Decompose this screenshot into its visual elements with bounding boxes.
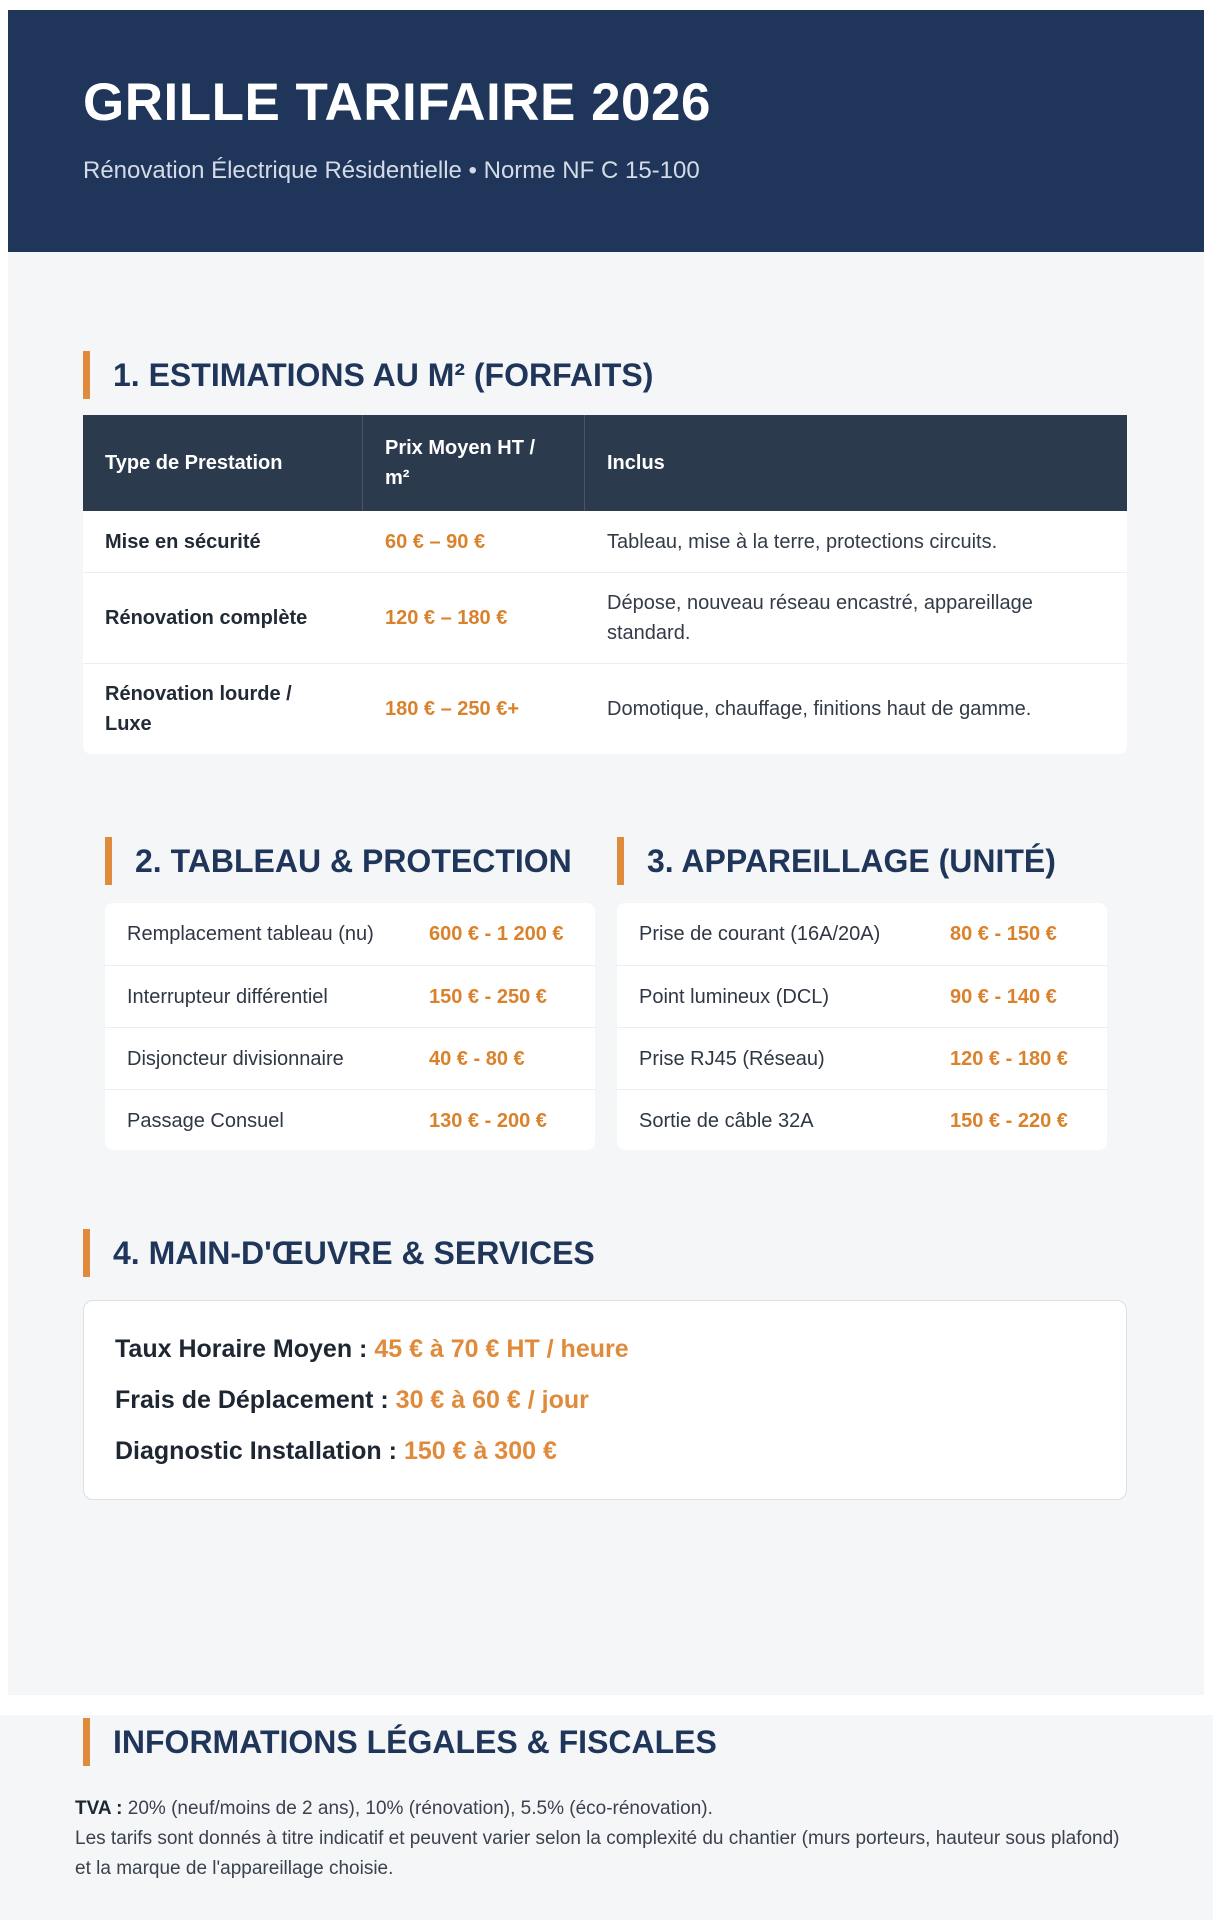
disclaimer: Les tarifs sont donnés à titre indicatif et peuvent varier selon la complexité du chantier (murs porteurs, hauteur sous plafond) et la marque de l'appareillage choisie. [75, 1828, 1120, 1879]
section-4-heading: 4. MAIN-D'ŒUVRE & SERVICES [83, 1229, 595, 1277]
row-type: Rénovation lourde / Luxe [105, 683, 292, 735]
list-item: Passage Consuel 130 € - 200 € [105, 1089, 595, 1151]
table-row [83, 511, 1127, 572]
forfaits-table [83, 415, 1127, 754]
column-header-included: Inclus [607, 452, 665, 474]
section-2-heading: 2. TABLEAU & PROTECTION [105, 837, 572, 885]
header-banner [8, 10, 1204, 252]
hourly-rate-line: Taux Horaire Moyen : 45 € à 70 € HT / heure [115, 1335, 629, 1363]
list-item: Interrupteur différentiel 150 € - 250 € [105, 965, 595, 1027]
list-item: Remplacement tableau (nu) 600 € - 1 200 € [127, 923, 564, 945]
row-included: Dépose, nouveau réseau encastré, appareillage standard. [607, 592, 1033, 644]
table-header [83, 415, 1127, 511]
list-item: Sortie de câble 32A 150 € - 220 € [617, 1089, 1107, 1151]
services-box [83, 1300, 1127, 1500]
table-row [83, 572, 1127, 663]
list-item: Disjoncteur divisionnaire 40 € - 80 € [105, 1027, 595, 1089]
diagnostic-line: Diagnostic Installation : 150 € à 300 € [115, 1437, 557, 1465]
section-1-heading: 1. ESTIMATIONS AU M² (FORFAITS) [83, 351, 653, 399]
column-header-type: Type de Prestation [83, 415, 363, 511]
legal-heading: INFORMATIONS LÉGALES & FISCALES [83, 1718, 717, 1766]
column-header-price: Prix Moyen HT / m² [363, 415, 585, 511]
tableau-protection-list [105, 903, 595, 1150]
appareillage-list [617, 903, 1107, 1150]
row-included: Domotique, chauffage, finitions haut de gamme. [607, 698, 1032, 720]
travel-fee-line: Frais de Déplacement : 30 € à 60 € / jour [115, 1386, 589, 1414]
row-price: 120 € – 180 € [385, 607, 508, 629]
page-title: GRILLE TARIFAIRE 2026 [83, 73, 711, 132]
row-price: 180 € – 250 €+ [385, 698, 520, 720]
row-included: Tableau, mise à la terre, protections circuits. [607, 530, 998, 553]
row-price: 60 € – 90 € [385, 530, 486, 553]
list-item: Prise RJ45 (Réseau) 120 € - 180 € [617, 1027, 1107, 1089]
list-item: Prise de courant (16A/20A) 80 € - 150 € [639, 923, 1057, 945]
list-item: Point lumineux (DCL) 90 € - 140 € [617, 965, 1107, 1027]
accent-bar [83, 351, 90, 399]
page-subtitle: Rénovation Électrique Résidentielle • Norme NF C 15-100 [83, 157, 700, 184]
price-sheet [8, 10, 1204, 1695]
legal-section [0, 1715, 1213, 1920]
accent-bar [83, 1718, 90, 1766]
section-3-heading: 3. APPAREILLAGE (UNITÉ) [617, 837, 1056, 885]
accent-bar [617, 837, 624, 885]
row-type: Rénovation complète [105, 607, 308, 629]
table-row [83, 663, 1127, 754]
accent-bar [105, 837, 112, 885]
tva-line: TVA : 20% (neuf/moins de 2 ans), 10% (rénovation), 5.5% (éco-rénovation). [75, 1798, 713, 1819]
legal-text [75, 1794, 1135, 1884]
row-type: Mise en sécurité [105, 530, 261, 553]
accent-bar [83, 1229, 90, 1277]
